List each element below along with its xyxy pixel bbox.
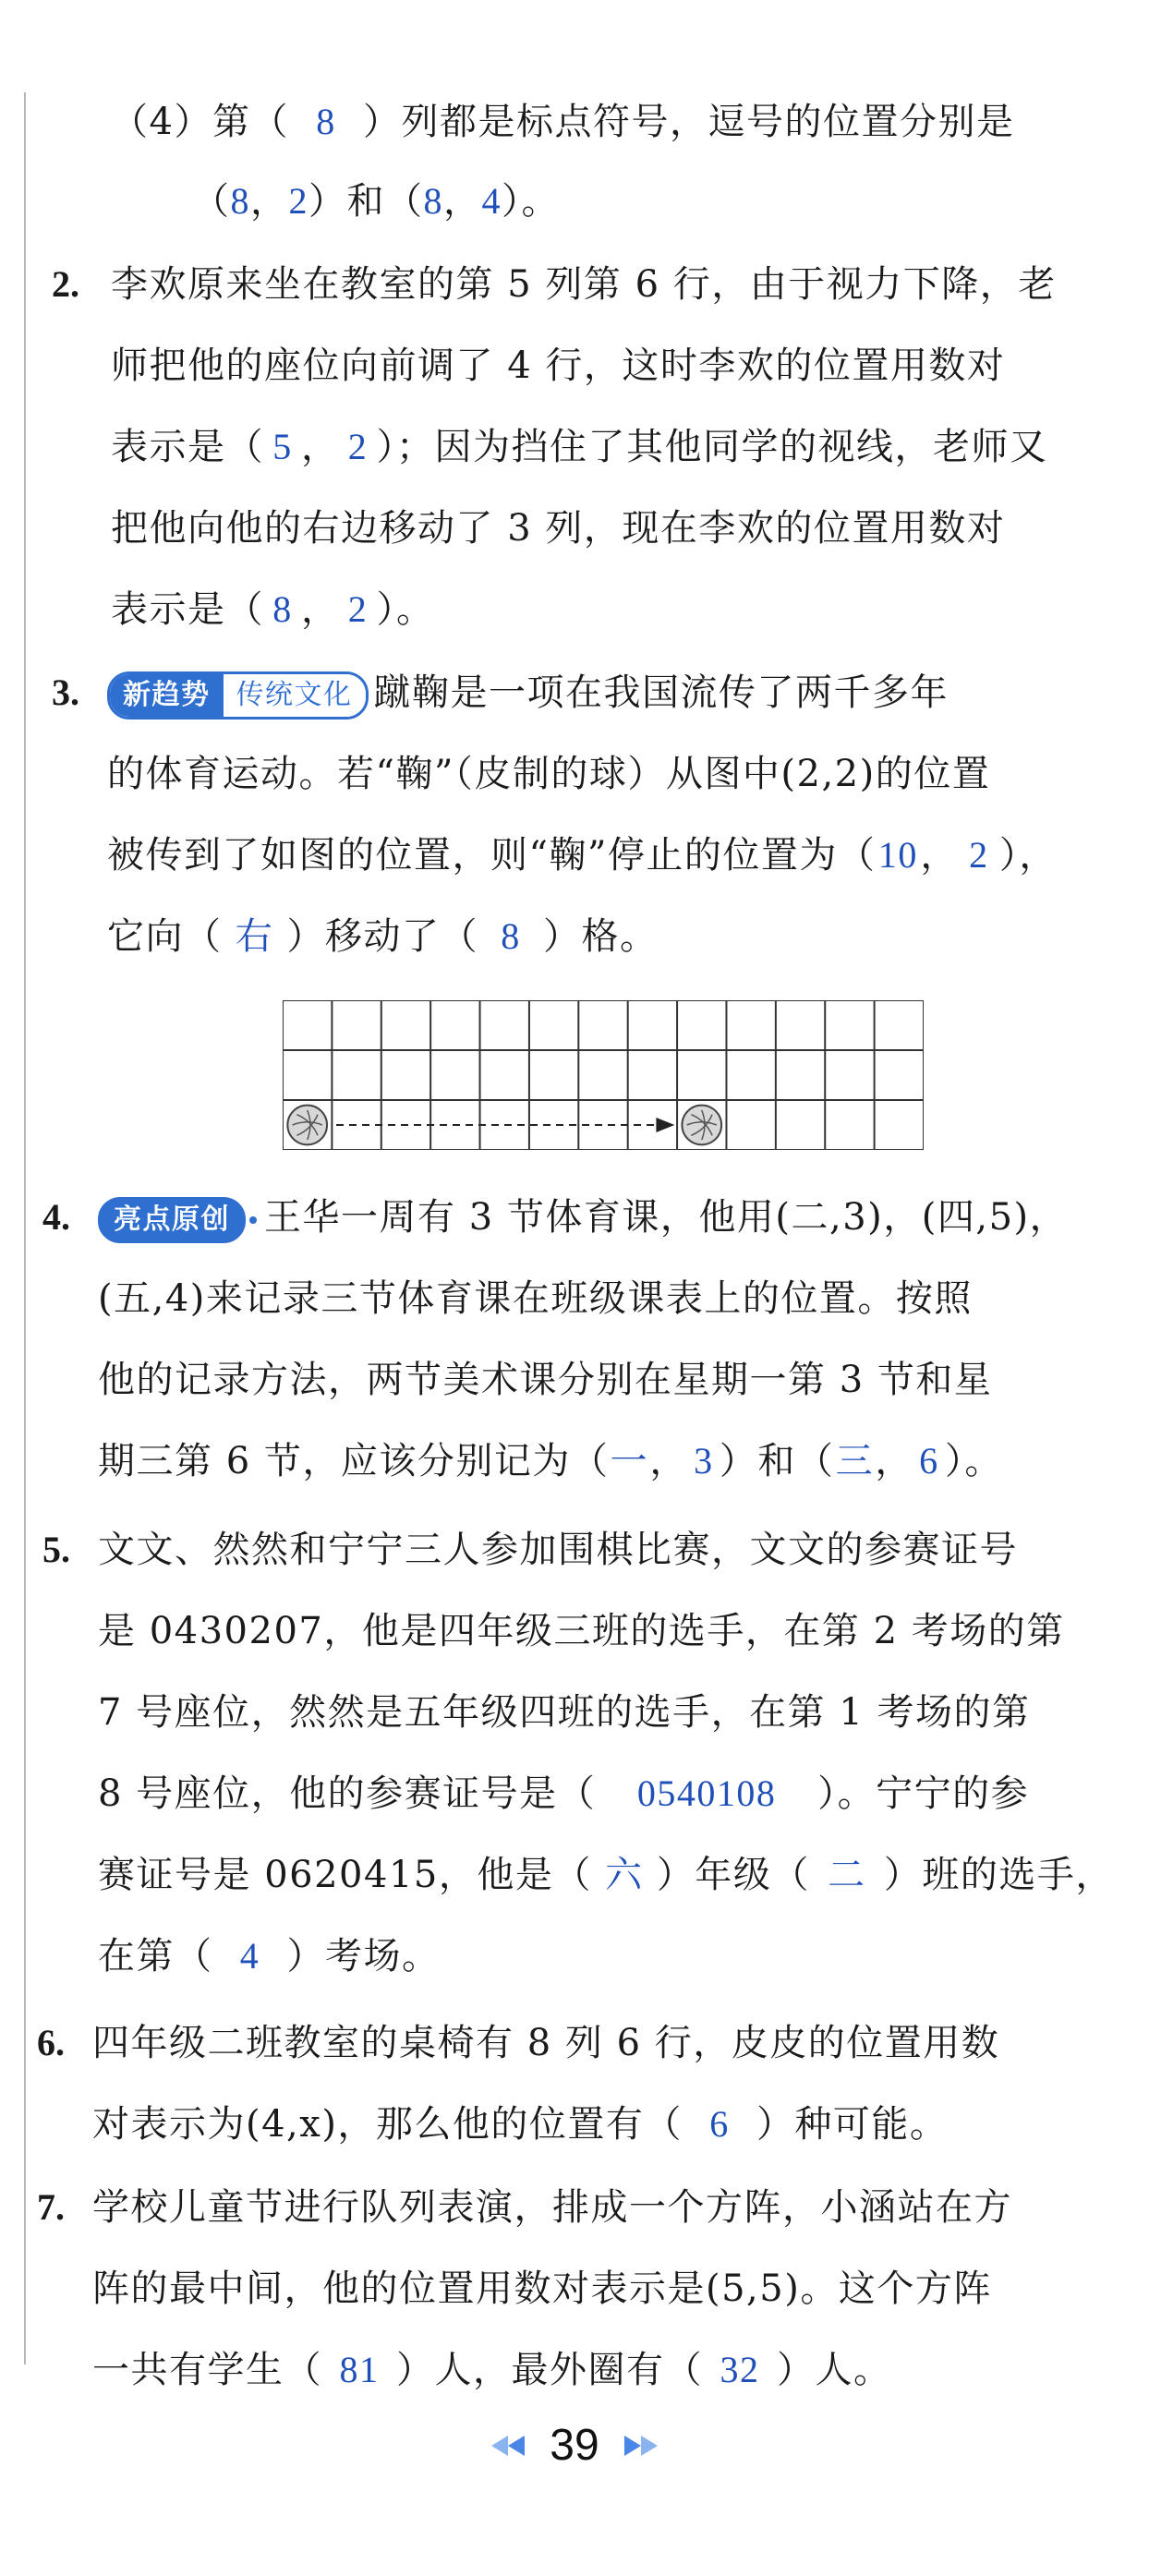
- answer: 2: [347, 588, 369, 630]
- q4-line3: 他的记录方法，两节美术课分别在星期一第 3 节和星: [98, 1359, 993, 1401]
- q3-line4: 它向（ 右 ）移动了（ 8 ）格。: [107, 911, 659, 962]
- q3-line2: 的体育运动。若“鞠”（皮制的球）从图中(2,2)的位置: [107, 753, 991, 795]
- answer: 0540108: [636, 1772, 777, 1814]
- q5-line2: 是 0430207，他是四年级三班的选手，在第 2 考场的第: [98, 1610, 1065, 1652]
- next-arrow-icon: [641, 2436, 658, 2456]
- q5-line1: 文文、然然和宁宁三人参加围棋比赛，文文的参赛证号: [98, 1529, 1018, 1571]
- answer: 8: [423, 180, 443, 222]
- answer: 8: [316, 101, 336, 142]
- answer: 二: [828, 1854, 866, 1895]
- q2-line3: 表示是（ 5 ， 2 ）；因为挡住了其他同学的视线，老师又: [111, 421, 1048, 473]
- answer: 六: [605, 1854, 644, 1895]
- answer: 5: [272, 426, 293, 467]
- q4-line1: 亮点原创 王华一周有 3 节体育课，他用(二,3)，(四,5)，: [98, 1191, 1068, 1243]
- answer: 32: [720, 2349, 760, 2390]
- answer: 一: [610, 1440, 649, 1482]
- answer: 6: [709, 2103, 730, 2145]
- answer: 4: [239, 1935, 260, 1977]
- q3-line1: 新趋势 传统文化 蹴鞠是一项在我国流传了两千多年: [107, 667, 949, 720]
- q5-line5: 赛证号是 0620415，他是（ 六 ）年级（ 二 ）班的选手，: [98, 1849, 1114, 1901]
- answer: 10: [877, 834, 918, 876]
- bullet-dot: [249, 1216, 257, 1224]
- q2-line5: 表示是（ 8 ， 2 ）。: [111, 584, 435, 635]
- prev-arrow-icon: [508, 2436, 525, 2456]
- q1-line1: （4）第（ 8 ）列都是标点符号，逗号的位置分别是: [111, 96, 1014, 148]
- q5-line3: 7 号座位，然然是五年级四班的选手，在第 1 考场的第: [98, 1691, 1031, 1734]
- answer: 6: [919, 1440, 939, 1482]
- q2-line1: 李欢原来坐在教室的第 5 列第 6 行，由于视力下降，老: [111, 263, 1057, 306]
- answer: 8: [501, 915, 521, 957]
- answer: 8: [272, 588, 293, 630]
- page-number: 39: [550, 2421, 599, 2470]
- q6-line1: 四年级二班教室的桌椅有 8 列 6 行，皮皮的位置用数: [92, 2022, 1000, 2064]
- q5-number: 5.: [42, 1529, 70, 1570]
- q7-line3: 一共有学生（ 81 ）人，最外圈有（ 32 ）人。: [92, 2344, 892, 2396]
- original-badge: 亮点原创: [98, 1197, 246, 1243]
- answer: 2: [288, 180, 308, 222]
- q4-line4: 期三第 6 节，应该分别记为（一， 3 ）和（三， 6 ）。: [98, 1435, 1003, 1487]
- kickball-grid: [283, 1000, 924, 1150]
- q4-number: 4.: [42, 1196, 70, 1238]
- q6-line2: 对表示为(4,x)，那么他的位置有（ 6 ）种可能。: [92, 2098, 948, 2150]
- answer: 2: [347, 426, 369, 467]
- q5-line6: 在第（ 4 ）考场。: [98, 1930, 441, 1982]
- trend-badge: 新趋势 传统文化: [107, 671, 369, 720]
- q7-line1: 学校儿童节进行队列表演，排成一个方阵，小涵站在方: [92, 2186, 1012, 2229]
- q7-line2: 阵的最中间，他的位置用数对表示是(5,5)。这个方阵: [92, 2268, 992, 2310]
- q5-line4: 8 号座位，他的参赛证号是（ 0540108 ）。宁宁的参: [98, 1768, 1029, 1820]
- q4-line2: (五,4)来记录三节体育课在班级课表上的位置。按照: [98, 1277, 973, 1320]
- q1-line2: （8，2）和（8，4）。: [192, 175, 560, 227]
- q2-line2: 师把他的座位向前调了 4 行，这时李欢的位置用数对: [111, 345, 1006, 387]
- answer: 2: [969, 834, 989, 876]
- q7-number: 7.: [37, 2186, 65, 2228]
- motion-arrow-head-icon: [656, 1118, 674, 1132]
- answer: 4: [481, 180, 502, 222]
- answer: 8: [230, 180, 250, 222]
- answer: 3: [694, 1440, 714, 1482]
- prev-arrow-icon: [491, 2436, 508, 2456]
- page-footer: [0, 2420, 1149, 2471]
- q3-line3: 被传到了如图的位置，则“鞠”停止的位置为（10， 2 ），: [107, 829, 1058, 881]
- q3-number: 3.: [52, 671, 79, 713]
- answer: 三: [835, 1440, 875, 1482]
- answer: 右: [235, 915, 274, 957]
- q2-line4: 把他向他的右边移动了 3 列，现在李欢的位置用数对: [111, 507, 1006, 550]
- q2-number: 2.: [52, 263, 79, 305]
- answer: 81: [339, 2349, 380, 2390]
- q6-number: 6.: [37, 2022, 65, 2063]
- left-margin-line: [24, 92, 26, 2364]
- next-arrow-icon: [624, 2436, 641, 2456]
